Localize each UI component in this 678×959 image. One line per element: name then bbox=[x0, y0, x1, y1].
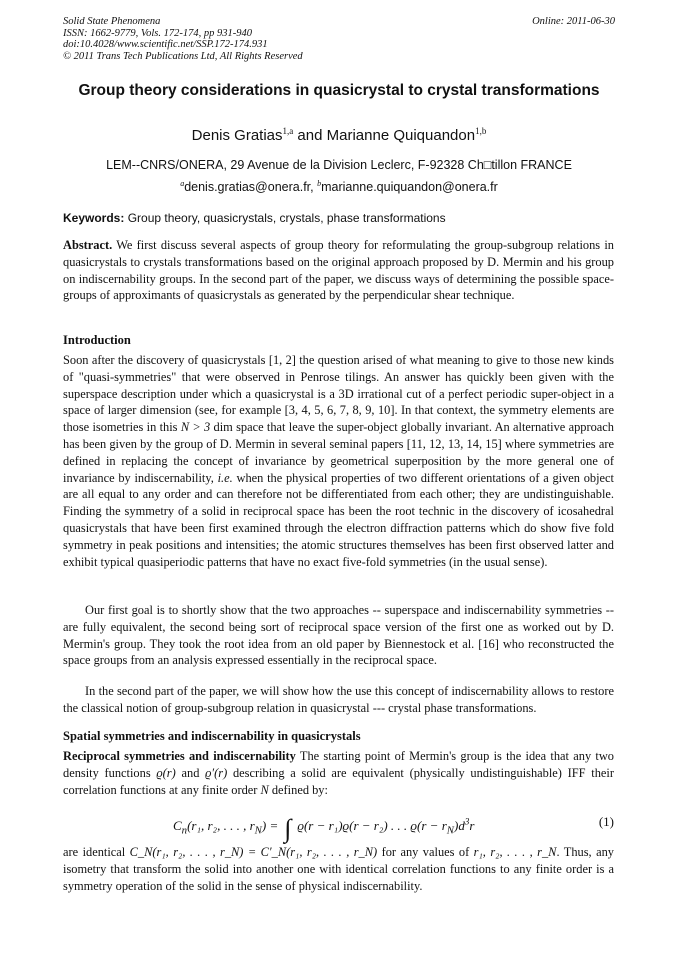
math-inline: C_N(r₁, r₂, . . . , r_N) = C′_N(r₁, r₂, . . . , r_N) bbox=[129, 845, 378, 859]
email-b: marianne.quiquandon@onera.fr bbox=[321, 180, 498, 194]
author-1: Denis Gratias bbox=[191, 127, 283, 144]
author-2: Marianne Quiquandon bbox=[326, 127, 476, 144]
email-a: denis.gratias@onera.fr, bbox=[184, 180, 318, 194]
author-1-sup: 1,a bbox=[282, 126, 294, 136]
text-run: and bbox=[175, 765, 206, 780]
doi: doi:10.4028/www.scientific.net/SSP.172-174.931 bbox=[63, 39, 268, 50]
eq-part: ϱ(r − r₁)ϱ(r − r₂) . . . ϱ(r − r bbox=[297, 818, 447, 833]
eq-sub: N bbox=[254, 824, 262, 837]
equation-1 bbox=[63, 808, 614, 843]
abstract-text: We first discuss several aspects of group theory for reformulating the group-subgroup relations in quasicrystals to crystals transformations based on the original approach proposed by D. Mermin and his group on indiscernability groups. In the second part of the paper, we discuss ways of determining the possible space-groups of approximants of quasicrystals as generated by the perpendicular shear technique. bbox=[63, 238, 614, 303]
eq-sup: 3 bbox=[464, 816, 470, 827]
text-run: defined by: bbox=[268, 782, 328, 797]
journal-name: Solid State Phenomena bbox=[63, 16, 161, 27]
keywords bbox=[63, 211, 623, 225]
equation-formula bbox=[173, 814, 474, 844]
text-run: for any values of bbox=[377, 845, 474, 859]
text-run: . Thus, any isometry that transform the solid into another one with identical correlation functions to any finite order is a symmetry operation of the solid in the sense of physical indiscernability. bbox=[63, 845, 614, 893]
affiliation: LEM--CNRS/ONERA, 29 Avenue de la Division Leclerc, F-92328 Ch□tillon FRANCE bbox=[106, 158, 572, 172]
eq-part: r bbox=[469, 818, 475, 833]
intro-paragraph-3: In the second part of the paper, we will show how the use this concept of indiscernability allows to restore the classical notion of group-subgroup relation in quasicrystal --- crystal phase transformations. bbox=[63, 684, 614, 715]
email-b-sup: b bbox=[317, 178, 322, 188]
text-run: describing a solid are equivalent (physically undistinguishable) IFF their correlation functions at any finite order bbox=[63, 765, 614, 797]
online-date: Online: 2011-06-30 bbox=[532, 16, 615, 27]
math-inline: N > 3 bbox=[180, 420, 211, 435]
intro-paragraph-2: Our first goal is to shortly show that the two approaches -- superspace and indiscernability symmetries -- are fully equivalent, the second being sort of reciprocal space version of the first one as worked out by D. Mermin's group. They took the root idea from an old paper by Biennestock et al. [16] who reconstructed the space groups from an analysis expressed essentially in the reciprocal space. bbox=[63, 603, 614, 668]
text-run: Soon after the discovery of quasicrystals [1, 2] the question arised of what meaning to give to those new kinds of "quasi-symmetries" that were observed in Penrose tilings. An answer has quickly been given with the superspace description under which a quasicrystal is a 3D irrational cut of a perfect periodic super-object in a space of larger dimension (see, for example [3, 4, 5, 6, 7, 8, 9, 10]. In that context, the symmetry elements are those isometries in this bbox=[63, 353, 614, 435]
eq-part: (r₁, r₂, . . . , r bbox=[187, 818, 255, 833]
math-inline: r₁, r₂, . . . , r_N bbox=[473, 845, 557, 859]
text-run: are identical bbox=[63, 845, 130, 859]
abstract bbox=[63, 237, 614, 304]
authors bbox=[40, 127, 638, 144]
text-run: The starting point of Mermin's group is the idea that any two density functions bbox=[63, 749, 614, 780]
text-run: when the physical properties of two different orientations of a given object are all equal to any order and can therefore not be differentiated from each other; they are undistinguishable. Finding the symmetry of a solid in reciprocal space has been the root technic in the discovery of icosahedral quasicrystals that have been first examined through the electron diffraction patterns which do show five fold symmetry in peak positions and intensities; the atomic structures themselves has been first observed latter and exhibit typical quasiperiodic patterns that have no exact five-fold symmetries (in the usual sense). bbox=[63, 470, 614, 569]
equation-number: (1) bbox=[598, 814, 614, 829]
email-a-sup: a bbox=[180, 178, 185, 188]
math-inline: ϱ′(r) bbox=[205, 765, 228, 780]
eq-part: C bbox=[173, 818, 182, 833]
authors-and: and bbox=[293, 127, 327, 144]
integral-sign: ∫ bbox=[284, 814, 292, 843]
math-inline: N bbox=[260, 782, 269, 797]
eq-sub: n bbox=[181, 824, 188, 837]
eq-sub: N bbox=[446, 824, 454, 837]
eq-part: ) = bbox=[261, 818, 279, 833]
text-run: dim space that leave the super-object globally invariant. An alternative approach has been given by the group of D. Mermin in several seminal papers [11, 12, 13, 14, 15] where symmetries are defined in replacing the concept of invariance by geometrical superposition by the more general one of invariance by indiscernability, bbox=[63, 420, 615, 485]
eq-part: )d bbox=[454, 818, 465, 833]
section-heading-spatial: Spatial symmetries and indiscernability in quasicrystals bbox=[63, 729, 361, 743]
ie-italic: i.e. bbox=[217, 470, 233, 485]
journal-header bbox=[63, 16, 615, 62]
run-in-heading: Reciprocal symmetries and indiscernability bbox=[63, 749, 296, 763]
section-heading-introduction: Introduction bbox=[63, 333, 131, 347]
author-2-sup: 1,b bbox=[475, 126, 487, 136]
math-inline: ϱ(r) bbox=[156, 765, 176, 780]
issn: ISSN: 1662-9779, Vols. 172-174, pp 931-940 bbox=[63, 27, 252, 39]
spatial-paragraph-2 bbox=[63, 844, 614, 894]
emails bbox=[40, 180, 638, 194]
keywords-text: Group theory, quasicrystals, crystals, phase transformations bbox=[124, 211, 446, 225]
copyright: © 2011 Trans Tech Publications Ltd, All Rights Reserved bbox=[63, 50, 303, 62]
spatial-paragraph-1 bbox=[63, 748, 614, 798]
intro-paragraph-1 bbox=[63, 352, 614, 570]
keywords-label: Keywords: bbox=[63, 211, 125, 225]
abstract-label: Abstract. bbox=[63, 238, 113, 252]
paper-title: Group theory considerations in quasicrystal to crystal transformations bbox=[78, 82, 600, 99]
